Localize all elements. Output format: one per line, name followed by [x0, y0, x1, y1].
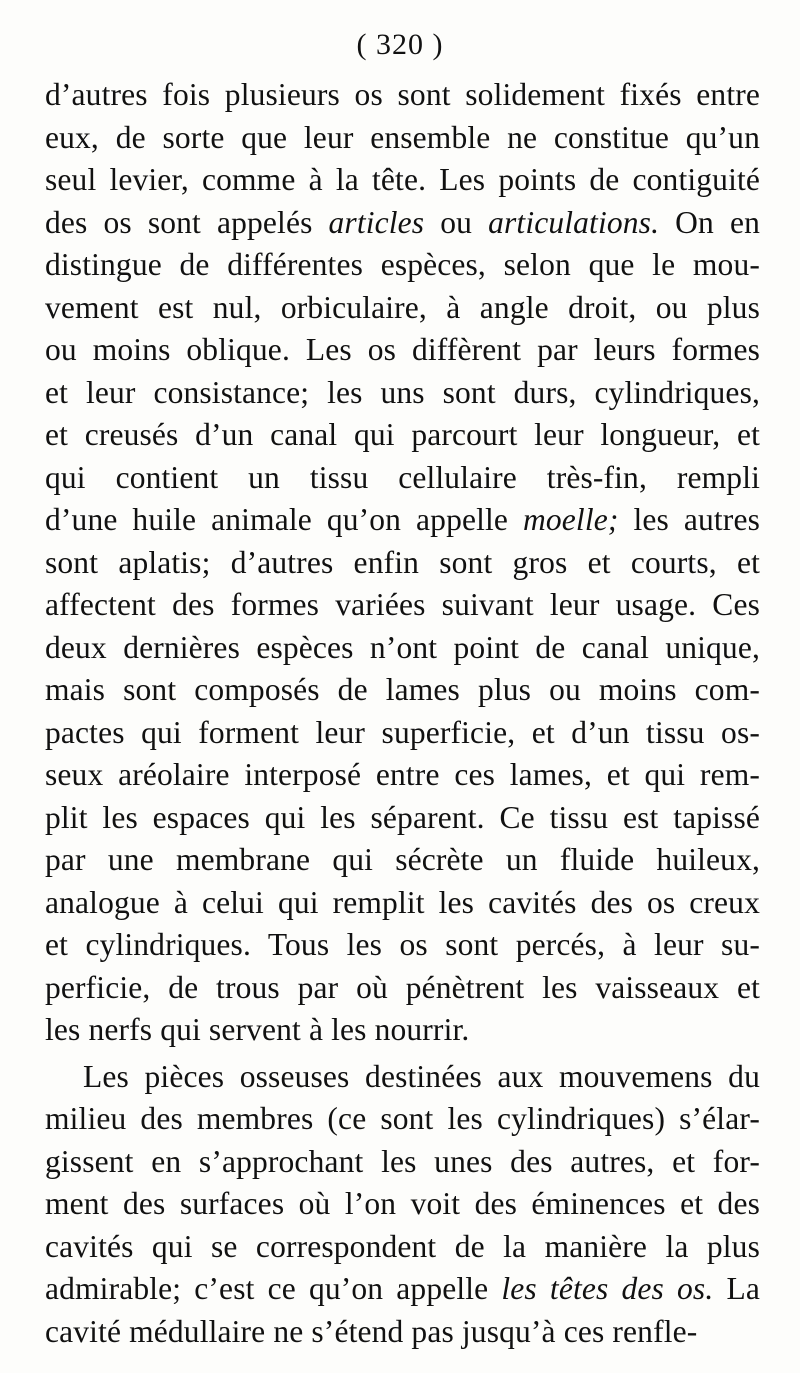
text-span: perficie, de trous par où pénètrent les vaisseaux et [45, 969, 760, 1005]
text-line [45, 1226, 760, 1269]
text-line [45, 329, 760, 372]
text-line [45, 1183, 760, 1226]
text-line [45, 584, 760, 627]
text-span: ou [424, 204, 489, 240]
text-line [45, 542, 760, 585]
text-span: vement est nul, orbiculaire, à angle droit, ou plus [45, 289, 760, 325]
text-span: sont aplatis; d’autres enfin sont gros et courts, et [45, 544, 760, 580]
text-line [45, 457, 760, 500]
text-span: admirable; c’est ce qu’on appelle [45, 1271, 502, 1306]
italic-term: articulations. [488, 204, 660, 240]
italic-term: les têtes des os. [501, 1271, 714, 1306]
text-span: ou moins oblique. Les os diffèrent par leurs formes [45, 332, 760, 367]
text-line [45, 669, 760, 712]
text-line [45, 372, 760, 415]
text-span: milieu des membres (ce sont les cylindriques) s’élar- [45, 1101, 760, 1136]
text-line [45, 159, 760, 202]
body-text [45, 74, 760, 1353]
text-span: distingue de différentes espèces, selon que le mou- [45, 247, 760, 282]
text-line [45, 754, 760, 797]
text-span: cavités qui se correspondent de la manière la plus [45, 1228, 760, 1264]
page-number: ( 320 ) [356, 28, 444, 61]
text-span: pactes qui forment leur superficie, et d’un tissu os- [45, 714, 760, 750]
text-span: seux aréolaire interposé entre ces lames, et qui rem- [45, 757, 760, 792]
text-span: les autres [618, 502, 760, 537]
text-line [45, 882, 760, 925]
text-line [45, 1268, 760, 1311]
text-span: et leur consistance; les uns sont durs, cylindriques, [45, 374, 760, 410]
text-span: analogue à celui qui remplit les cavités des os creux [45, 884, 760, 920]
text-line [45, 924, 760, 967]
text-span: d’autres fois plusieurs os sont solidement fixés entre [45, 77, 760, 112]
text-line [45, 1009, 760, 1052]
text-line [45, 74, 760, 117]
text-line [45, 839, 760, 882]
text-span: les nerfs qui servent à les nourrir. [45, 1012, 470, 1047]
text-span: d’une huile animale qu’on appelle [45, 502, 523, 537]
text-line [45, 627, 760, 670]
text-span: affectent des formes variées suivant leur usage. Ces [45, 587, 760, 622]
text-line [45, 244, 760, 287]
text-line [45, 287, 760, 330]
text-span: seul levier, comme à la tête. Les points de contiguité [45, 162, 760, 197]
text-line [45, 1141, 760, 1184]
text-span: plit les espaces qui les séparent. Ce tissu est tapissé [45, 799, 760, 835]
text-line [45, 712, 760, 755]
text-line [45, 967, 760, 1010]
text-span: cavité médullaire ne s’étend pas jusqu’à ces renfle- [45, 1313, 698, 1349]
text-line [45, 202, 760, 245]
text-span: On en [659, 204, 761, 240]
text-span: deux dernières espèces n’ont point de canal unique, [45, 629, 760, 665]
text-span: et cylindriques. Tous les os sont percés, à leur su- [45, 927, 760, 962]
text-span: mais sont composés de lames plus ou moins com- [45, 672, 760, 707]
text-span: par une membrane qui sécrète un fluide huileux, [45, 842, 760, 877]
text-span: des os sont appelés [45, 204, 329, 240]
text-line [45, 1098, 760, 1141]
text-span: et creusés d’un canal qui parcourt leur longueur, et [45, 417, 760, 452]
text-span: ment des surfaces où l’on voit des éminences et des [45, 1186, 760, 1221]
text-line [45, 117, 760, 160]
text-line [45, 1056, 760, 1099]
text-span: eux, de sorte que leur ensemble ne constitue qu’un [45, 119, 760, 155]
text-line [45, 499, 760, 542]
text-span: qui contient un tissu cellulaire très-fin, rempli [45, 459, 760, 495]
text-span: La [713, 1271, 760, 1306]
text-line [45, 414, 760, 457]
paragraph [45, 74, 760, 1052]
text-span: gissent en s’approchant les unes des autres, et for- [45, 1143, 760, 1179]
italic-term: moelle; [523, 502, 619, 537]
text-span: Les pièces osseuses destinées aux mouvemens du [83, 1058, 760, 1094]
text-line [45, 797, 760, 840]
paragraph [45, 1056, 760, 1354]
text-line [45, 1311, 760, 1354]
italic-term: articles [328, 204, 425, 240]
